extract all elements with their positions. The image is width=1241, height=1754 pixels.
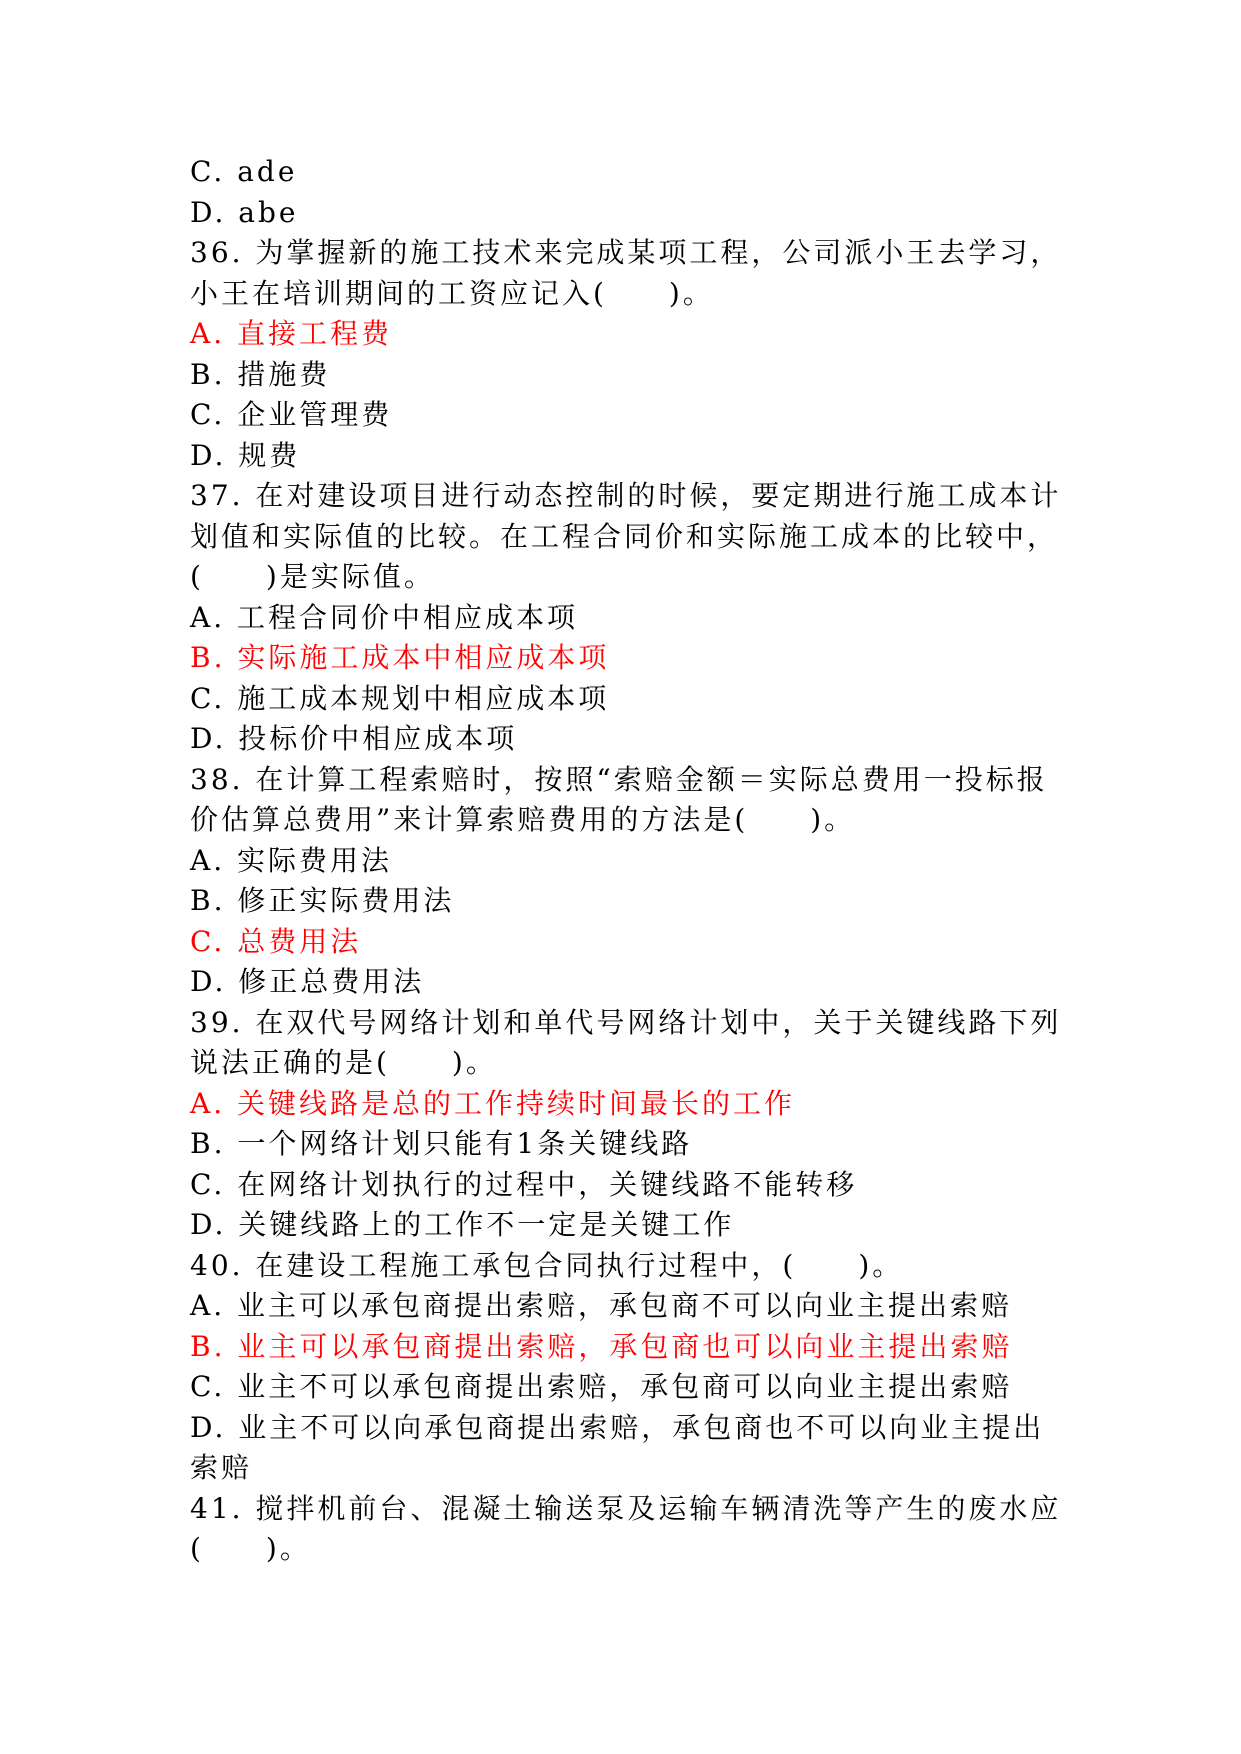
option-a-q40: A. 业主可以承包商提出索赔，承包商不可以向业主提出索赔 xyxy=(190,1289,1013,1322)
option-d-q40-line-1: D. 业主不可以向承包商提出索赔，承包商也不可以向业主提出 xyxy=(190,1410,1045,1444)
option-a-q36-correct: A. 直接工程费 xyxy=(190,317,393,350)
option-d-q38: D. 修正总费用法 xyxy=(190,965,425,998)
question-38-line-2: 价估算总费用”来计算索赔费用的方法是( )。 xyxy=(190,803,856,836)
question-41-line-1: 41. 搅拌机前台、混凝土输送泵及运输车辆清洗等产生的废水应 xyxy=(190,1491,1062,1525)
question-37-line-1: 37. 在对建设项目进行动态控制的时候，要定期进行施工成本计 xyxy=(190,479,1062,512)
option-c-q39: C. 在网络计划执行的过程中，关键线路不能转移 xyxy=(190,1167,858,1201)
question-40-line-1: 40. 在建设工程施工承包合同执行过程中，( )。 xyxy=(190,1248,904,1282)
option-a-q38: A. 实际费用法 xyxy=(190,843,393,877)
question-39-line-1: 39. 在双代号网络计划和单代号网络计划中，关于关键线路下列 xyxy=(190,1005,1062,1039)
option-b-q39: B. 一个网络计划只能有1条关键线路 xyxy=(190,1127,693,1160)
option-d-q40-line-2: 索赔 xyxy=(190,1451,253,1484)
option-c-q35: C. ade xyxy=(190,155,298,188)
option-a-q39-correct: A. 关键线路是总的工作持续时间最长的工作 xyxy=(190,1086,796,1120)
question-38-line-1: 38. 在计算工程索赔时，按照“索赔金额＝实际总费用一投标报 xyxy=(190,762,1048,796)
option-b-q37-correct: B. 实际施工成本中相应成本项 xyxy=(190,641,610,674)
option-c-q40: C. 业主不可以承包商提出索赔，承包商可以向业主提出索赔 xyxy=(190,1370,1013,1403)
question-36-line-1: 36. 为掌握新的施工技术来完成某项工程，公司派小王去学习， xyxy=(190,236,1062,269)
question-39-line-2: 说法正确的是( )。 xyxy=(190,1046,497,1079)
question-41-line-2: ( )。 xyxy=(190,1532,311,1565)
question-37-line-3: ( )是实际值。 xyxy=(190,560,435,593)
option-d-q37: D. 投标价中相应成本项 xyxy=(190,722,518,755)
option-b-q40-correct: B. 业主可以承包商提出索赔，承包商也可以向业主提出索赔 xyxy=(190,1329,1013,1363)
option-a-q37: A. 工程合同价中相应成本项 xyxy=(190,600,579,634)
option-c-q37: C. 施工成本规划中相应成本项 xyxy=(190,681,610,715)
option-c-q38-correct: C. 总费用法 xyxy=(190,924,362,958)
option-c-q36: C. 企业管理费 xyxy=(190,398,393,431)
question-36-line-2: 小王在培训期间的工资应记入( )。 xyxy=(190,276,714,310)
document-page xyxy=(190,152,1070,1570)
option-d-q39: D. 关键线路上的工作不一定是关键工作 xyxy=(190,1208,735,1241)
question-37-line-2: 划值和实际值的比较。在工程合同价和实际施工成本的比较中， xyxy=(190,519,1059,553)
option-b-q38: B. 修正实际费用法 xyxy=(190,884,455,917)
option-d-q35: D. abe xyxy=(190,195,299,229)
option-d-q36: D. 规费 xyxy=(190,438,301,472)
option-b-q36: B. 措施费 xyxy=(190,357,331,391)
